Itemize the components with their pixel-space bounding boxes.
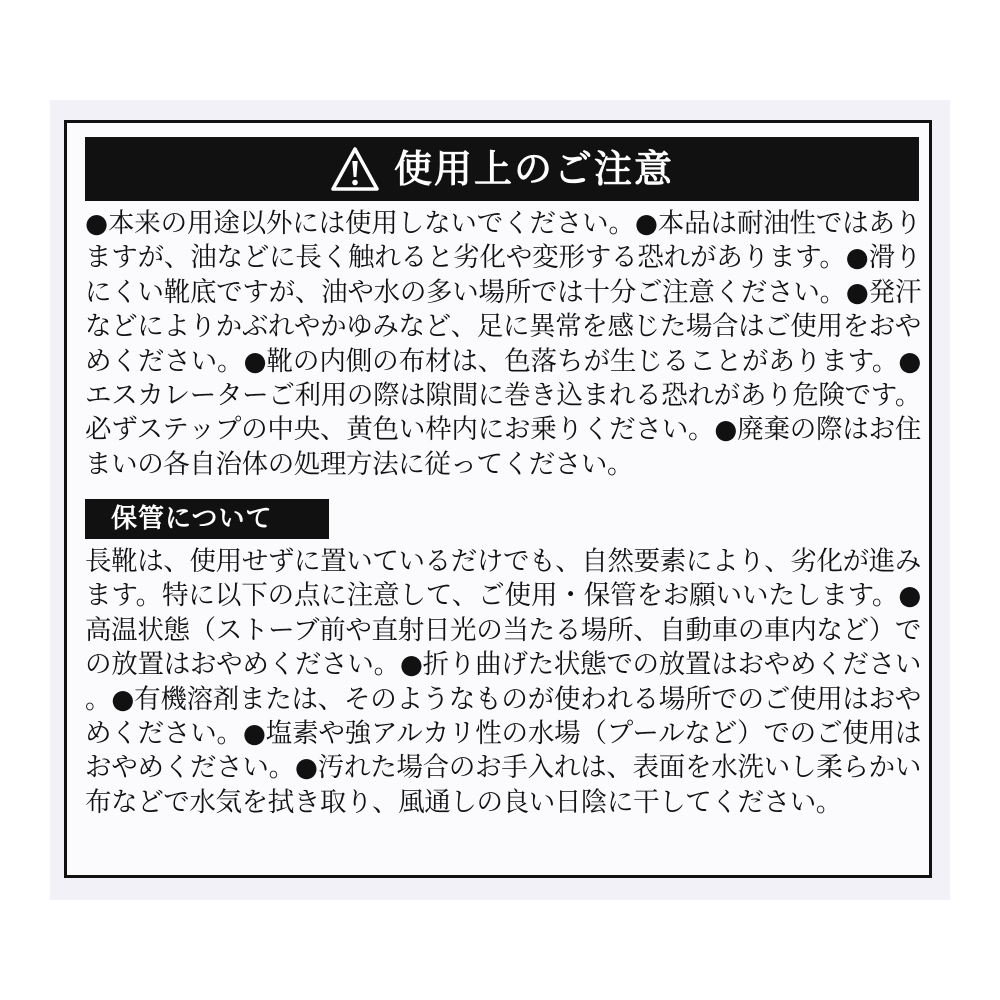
caution-title: 使用上のご注意 — [393, 147, 674, 191]
caution-label — [64, 120, 932, 878]
caution-text: ●本来の用途以外には使用しないでください。●本品は耐油性ではありますが、油などに長く触れると劣化や変形する恐れがあります。●滑りにくい靴底ですが、油や水の多い場所では十分ご注意ください。●発汗などによりかぶれやかゆみなど、足に異常を感じた場合はご使用をおやめください。●靴の内側の布材は、色落ちが生じることがあります。●エスカレーターご利用の際は隙間に巻き込まれる恐れがあり危険です。必ずステップの中央、黄色い枠内にお乗りください。●廃棄の際はお住まいの各自治体の処理方法に従ってください。 — [85, 208, 921, 480]
storage-text: 長靴は、使用せずに置いているだけでも、自然要素により、劣化が進みます。特に以下の点に注意して、ご使用・保管をお願いいたします。●高温状態（ストーブ前や直射日光の当たる場所、自動車の車内など）での放置はおやめください。●折り曲げた状態での放置はおやめください。●有機溶剤または、そのようなものが使われる場所でのご使用はおやめください。●塩素や強アルカリ性の水場（プールなど）でのご使用はおやめください。●汚れた場合のお手入れは、表面を水洗いし柔らかい布などで水気を拭き取り、風通しの良い日陰に干してください。 — [85, 546, 921, 818]
caution-title-bar — [85, 137, 919, 201]
storage-title: 保管について — [111, 504, 273, 534]
storage-title-bar — [85, 499, 329, 539]
warning-triangle-icon — [330, 146, 380, 192]
